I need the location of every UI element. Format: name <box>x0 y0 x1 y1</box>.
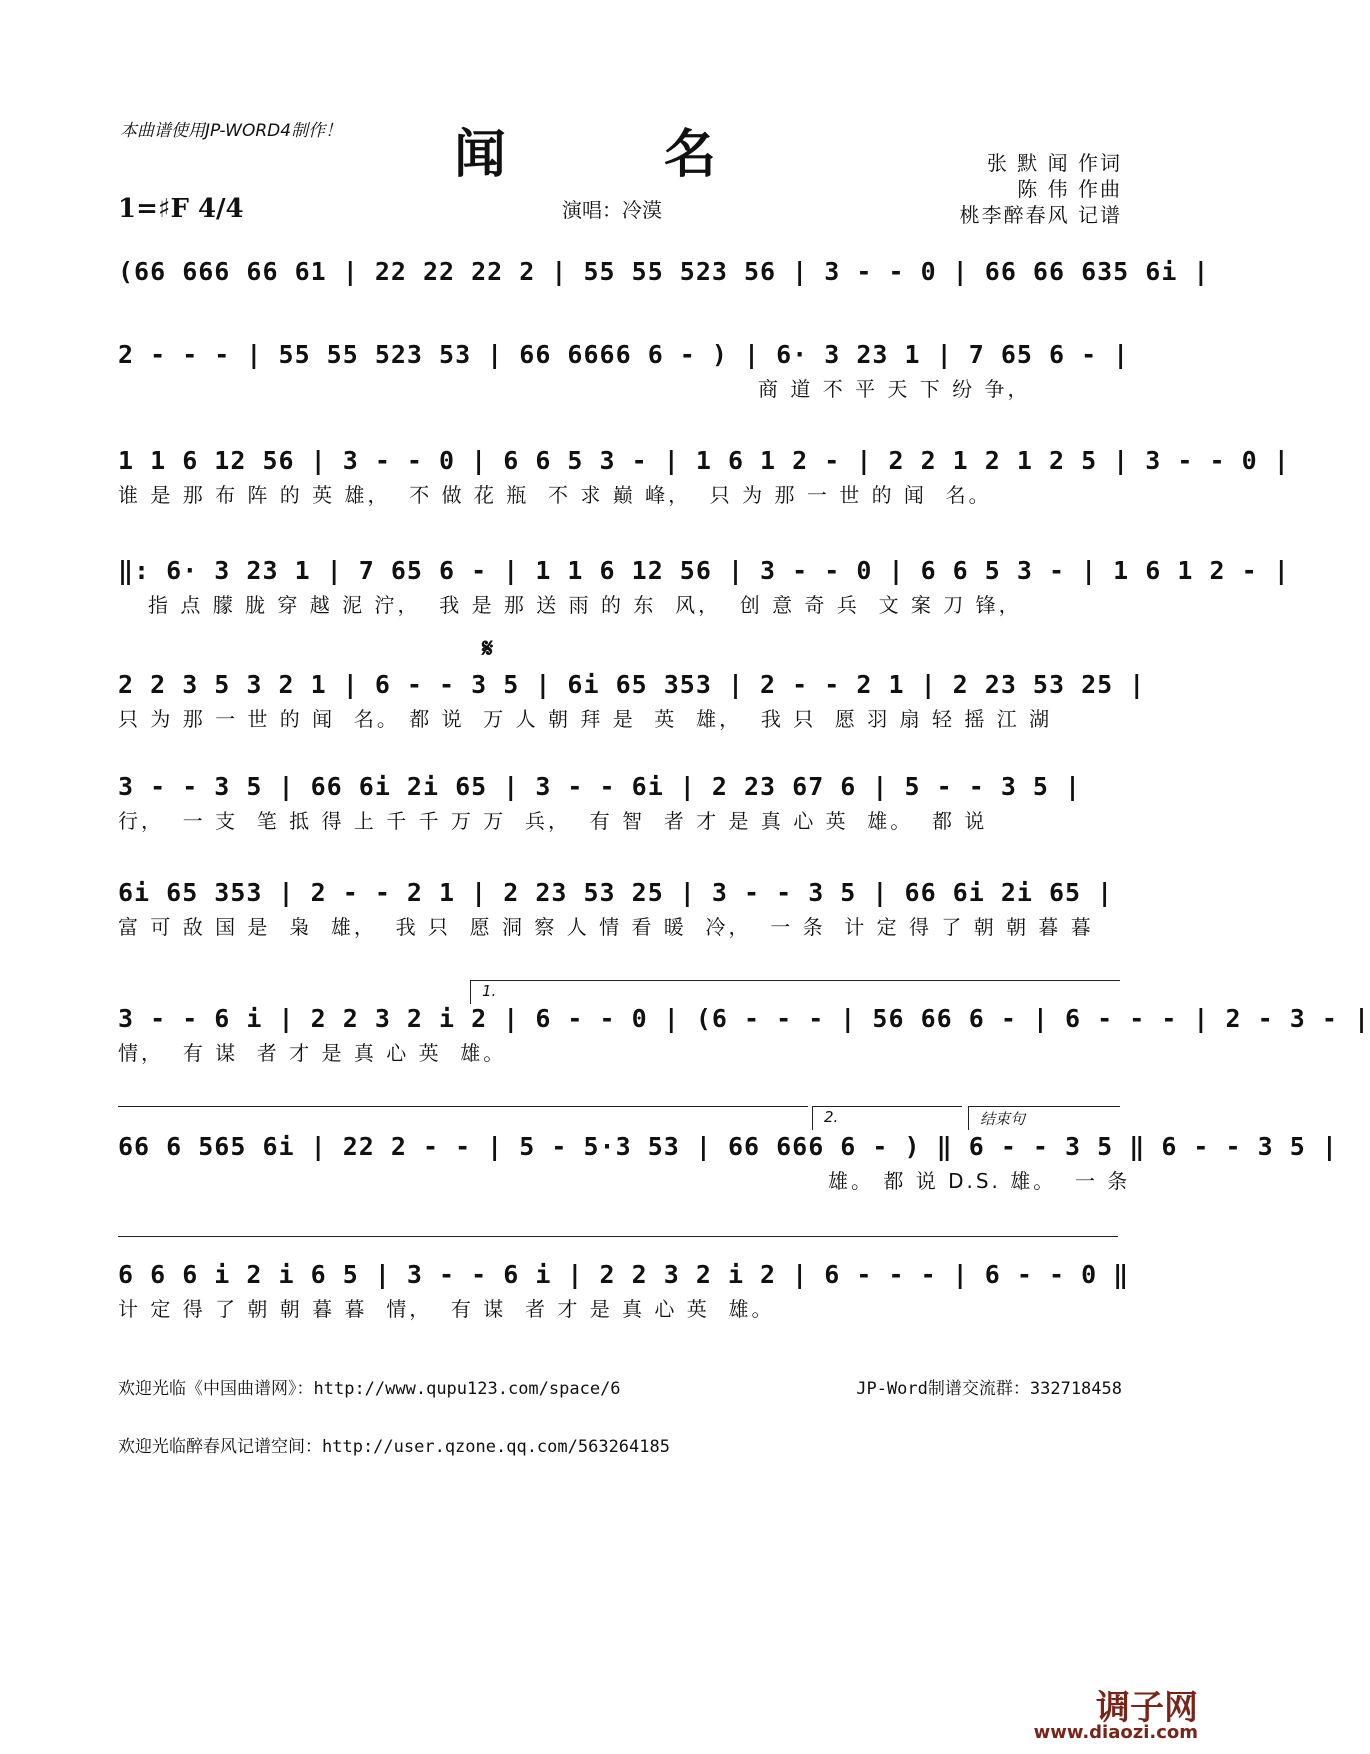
score-line-3 <box>118 444 1290 507</box>
footer-space-link: 欢迎光临醉春风记谱空间：http://user.qzone.qq.com/563264185 <box>118 1437 670 1457</box>
footer-site-link: 欢迎光临《中国曲谱网》：http://www.qupu123.com/space/6 <box>118 1379 621 1399</box>
score-line-10 <box>118 1258 1130 1321</box>
lyrics: 富 可 敌 国 是 枭 雄， 我 只 愿 洞 察 人 情 看 暖 冷， 一 条 计 定 得 了 朝 朝 暮 暮 <box>118 915 1094 939</box>
lyrics: 指 点 朦 胧 穿 越 泥 泞， 我 是 那 送 雨 的 东 风， 创 意 奇 兵 文 案 刀 锋， <box>148 593 1022 617</box>
coda-tick <box>968 1106 969 1130</box>
volta-2-tick <box>812 1106 813 1130</box>
notes: 1 1 6 12 56 | 3 - - 0 | 6 6 5 3 - | 1 6 1 2 - | 2 2 1 2 1 2 5 | 3 - - 0 | <box>118 446 1290 475</box>
coda-bracket <box>968 1106 1120 1107</box>
notes: 3 - - 3 5 | 66 6i 2i 65 | 3 - - 6i | 2 23 67 6 | 5 - - 3 5 | <box>118 772 1082 801</box>
lyrics: 情， 有 谋 者 才 是 真 心 英 雄。 <box>118 1041 507 1065</box>
score-line-9 <box>118 1130 1338 1193</box>
coda-label: 结束句 <box>980 1110 1026 1128</box>
volta-2-label: 2. <box>824 1108 839 1126</box>
lyrics: 计 定 得 了 朝 朝 暮 暮 情， 有 谋 者 才 是 真 心 英 雄。 <box>118 1297 775 1321</box>
continuation-bracket <box>118 1106 808 1107</box>
notes: 6i 65 353 | 2 - - 2 1 | 2 23 53 25 | 3 - - 3 5 | 66 6i 2i 65 | <box>118 878 1114 907</box>
lyricist-credit: 张 默 闻 作词 <box>986 151 1122 175</box>
watermark-logo: 调子网 <box>1096 1688 1198 1728</box>
score-line-2 <box>118 338 1130 401</box>
made-with-note: 本曲谱使用JP-WORD4制作！ <box>120 121 343 141</box>
segno-sign: 𝄋 <box>482 634 494 664</box>
notes: 66 6 565 6i | 22 2 - - | 5 - 5·3 53 | 66 666 6 - ) ‖ 6 - - 3 5 ‖ 6 - - 3 5 | <box>118 1132 1338 1161</box>
watermark-url: www.diaozi.com <box>1033 1722 1198 1743</box>
score-line-1 <box>118 255 1210 315</box>
singer: 演唱：冷漠 <box>562 198 662 222</box>
footer-group: JP-Word制谱交流群：332718458 <box>856 1379 1122 1399</box>
notes: (66 666 66 61 | 22 22 22 2 | 55 55 523 56 | 3 - - 0 | 66 66 635 6i | <box>118 257 1210 286</box>
continuation-bracket-2 <box>118 1236 1118 1237</box>
score-line-7 <box>118 876 1124 939</box>
notes: 2 2 3 5 3 2 1 | 6 - - 3 5 | 6i 65 353 | 2 - - 2 1 | 2 23 53 25 | <box>118 670 1146 699</box>
transcriber-credit: 桃李醉春风 记谱 <box>959 203 1122 227</box>
volta-1-tick <box>470 980 471 1004</box>
notes: ‖: 6· 3 23 1 | 7 65 6 - | 1 1 6 12 56 | 3 - - 0 | 6 6 5 3 - | 1 6 1 2 - | <box>118 556 1290 585</box>
lyrics: 谁 是 那 布 阵 的 英 雄， 不 做 花 瓶 不 求 巅 峰， 只 为 那 一 世 的 闻 名。 <box>118 483 992 507</box>
notes: 2 - - - | 55 55 523 53 | 66 6666 6 - ) | 6· 3 23 1 | 7 65 6 - | <box>118 340 1130 369</box>
lyrics: 雄。 都 说 D.S. 雄。 一 条 <box>828 1169 1131 1193</box>
volta-2-bracket <box>812 1106 962 1107</box>
lyrics: 只 为 那 一 世 的 闻 名。 都 说 万 人 朝 拜 是 英 雄， 我 只 愿 羽 扇 轻 摇 江 湖 <box>118 707 1053 731</box>
score-line-8 <box>118 1002 1370 1065</box>
notes: 3 - - 6 i | 2 2 3 2 i 2 | 6 - - 0 | (6 - - - | 56 66 6 - | 6 - - - | 2 - 3 - | <box>118 1004 1370 1033</box>
volta-1-bracket <box>470 980 1120 981</box>
score-line-4 <box>118 554 1290 617</box>
lyrics: 行， 一 支 笔 抵 得 上 千 千 万 万 兵， 有 智 者 才 是 真 心 英 雄。 都 说 <box>118 809 988 833</box>
score-line-6 <box>118 770 1124 833</box>
composer-credit: 陈 伟 作曲 <box>1017 177 1122 201</box>
lyrics: 商 道 不 平 天 下 纷 争， <box>758 377 1031 401</box>
song-title: 闻 名 <box>453 124 787 185</box>
volta-1-label: 1. <box>482 982 497 1000</box>
credits <box>960 150 1122 228</box>
key-signature: 1=♯F 4/4 <box>118 194 244 224</box>
score-line-5 <box>118 668 1146 731</box>
notes: 6 6 6 i 2 i 6 5 | 3 - - 6 i | 2 2 3 2 i 2 | 6 - - - | 6 - - 0 ‖ <box>118 1260 1130 1289</box>
